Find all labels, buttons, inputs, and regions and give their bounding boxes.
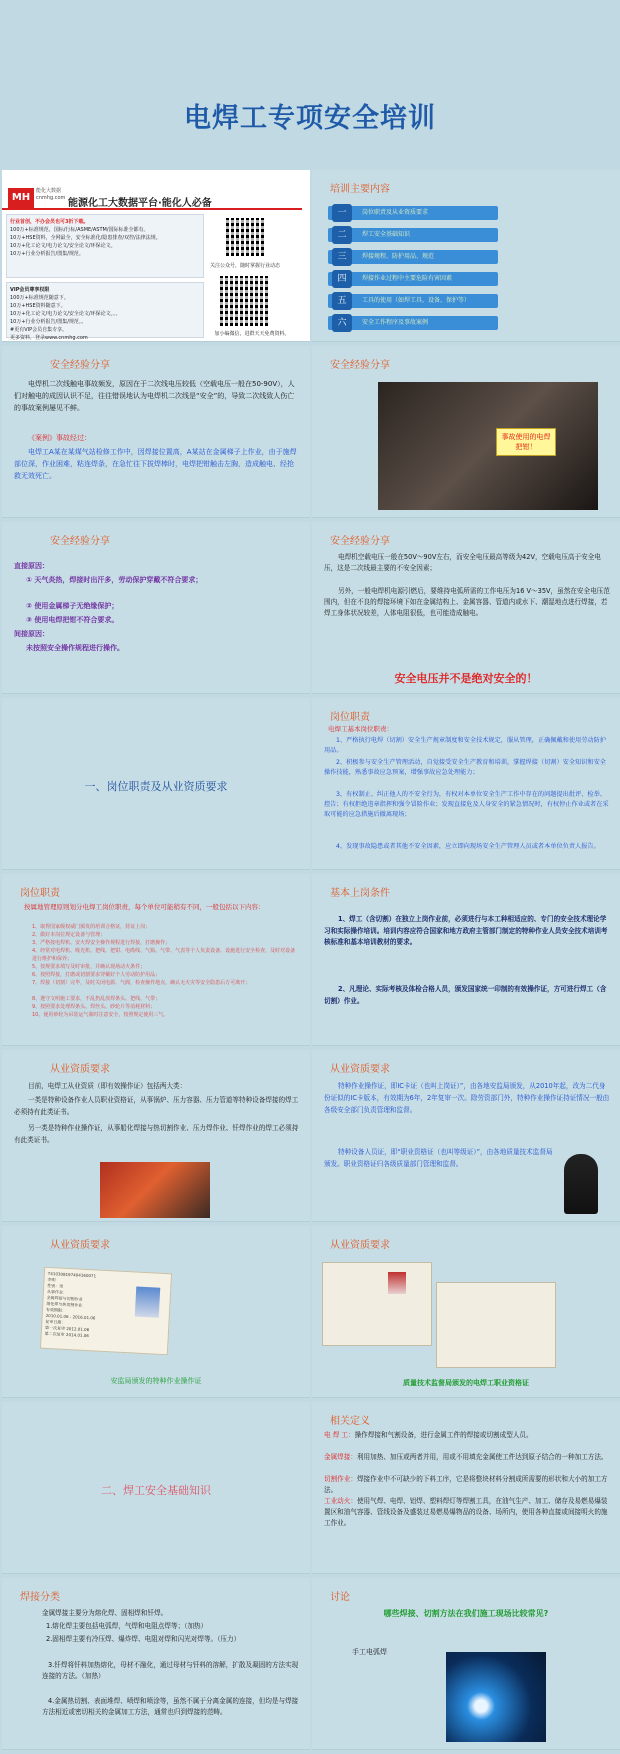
certificate-caption: 质量技术监督局颁发的电焊工职业资格证 xyxy=(403,1379,529,1387)
slide-text: 2.固相焊主要有冷压焊、爆炸焊、电阻对焊和闪光对焊等。（压力） xyxy=(46,1635,241,1643)
definition-item: 工业动火：使用气焊、电焊、铝焊、塑料焊灯等焊割工具，在油气生产、加工、储存及易燃易爆装置区和油气容器、管线设备及盛装过易燃易爆物品的设备、场所内，使用各种直接或间接明火的施工作业。 xyxy=(324,1497,608,1527)
slide-heading: 焊接分类 xyxy=(20,1592,60,1603)
ad-line: 10万+行业分析报告/图集/规范。 xyxy=(10,251,84,257)
slide-section-2 xyxy=(2,1402,310,1574)
ad-box-free xyxy=(6,214,204,278)
toc-item[interactable]: 二 焊工安全基础知识 xyxy=(328,228,498,242)
cause-item: ③ 使用电焊把钳不符合要求。 xyxy=(26,616,119,624)
ad-line: 行业首创，不办会员也可3折下载。 xyxy=(10,219,89,225)
duty-item: 2、做好本岗位规定设备与管理； xyxy=(32,932,106,938)
slide-heading: 从业资质要求 xyxy=(50,1240,110,1251)
slide-heading: 岗位职责 xyxy=(330,712,370,723)
duty-item: 5、按规要求填写及时审批，并确认现场动火条件； xyxy=(32,964,146,970)
card-field: 复审日期： xyxy=(45,1318,66,1325)
slide-duties xyxy=(312,698,620,870)
qualification-booklet xyxy=(436,1282,556,1368)
duty-item: 2、积极参与安全生产管理活动，自觉接受安全生产教育和培训，掌握焊接（切割）安全知识和安全操作技能，熟悉事故应急预案，增强事故应急处理能力； xyxy=(324,759,606,776)
slide-text: 另外，一般电焊机电源引燃后，要维持电弧所需的工作电压为16 V～35V，虽然在安全电压范围内，但在不良的焊接环境下如在金属结构上、金属容器、管道内或水下、潮湿地点进行焊接，若焊工身体状况较差，人体电阻很低，也可能造成触电。 xyxy=(324,587,610,617)
card-field: 有效期限： xyxy=(45,1306,67,1313)
slide-welding-types xyxy=(2,1578,310,1750)
definition-item: 电 焊 工：操作焊接和气割设备，进行金属工件的焊接或切割成型人员。 xyxy=(324,1431,533,1439)
ad-line: 100万+标准规范随意下。 xyxy=(10,295,69,301)
id-photo xyxy=(388,1272,406,1294)
cause-item: ② 使用金属梯子无绝缘保护； xyxy=(26,602,119,610)
slide-text: 目前，电焊工从业资质（即有效操作证）包括两大类： xyxy=(28,1082,187,1090)
card-field: 2010.01.06 - 2016.01.06 xyxy=(45,1312,96,1321)
card-field: 第一次复审 xyxy=(44,1324,66,1331)
slide-heading: 相关定义 xyxy=(330,1416,370,1427)
slide-text: 1.熔化焊主要包括电弧焊，气焊和电阻点焊等；（加热） xyxy=(46,1622,208,1630)
slide-requirements xyxy=(312,874,620,1046)
cause-item: ① 天气炎热，焊接时出汗多，劳动保护穿戴不符合要求； xyxy=(26,576,203,584)
card-field: 金属焊接与切割作业 xyxy=(46,1294,83,1302)
card-field: 从事作业： xyxy=(46,1288,68,1295)
brand-name: 能化大数据 xyxy=(36,188,62,194)
photo-callout: 事故使用的电焊把钳！ xyxy=(496,428,556,456)
requirement-text: 1、焊工（含切割）在独立上岗作业前，必须进行与本工种相适应的、专门的安全技术理论学习和实际操作培训。培训内容应符合国家和地方政府主管部门制定的特种作业人员安全技术培训考核标准和基本培训教材的要求。 xyxy=(324,915,608,946)
toc-item[interactable]: 三 焊接规程、防护用品、规范 xyxy=(328,250,498,264)
slide-heading: 从业资质要求 xyxy=(330,1240,390,1251)
ad-slide xyxy=(2,170,310,342)
toc-item[interactable]: 四 焊接作业过程中主要危险有害因素 xyxy=(328,272,498,286)
ad-line: 100万+标准规范、国标/行标/ASME/ASTM/国际标准全都有。 xyxy=(10,227,149,233)
slide-text: 特种设备人员证，即“职业资格证（也叫等级证）”，由各地质量技术监督局颁发。职业资格证归各级质量部门管理和监督。 xyxy=(324,1148,553,1168)
section-title: 二、焊工安全基础知识 xyxy=(101,1484,211,1497)
ad-line: 10万+HSE资料随意下。 xyxy=(10,303,66,309)
definition-item: 切割作业：焊接作业中不可缺少的下料工序，它是将整块材料分割成所需要的形状和大小的加工方法。 xyxy=(324,1475,608,1494)
method-label: 手工电弧焊 xyxy=(352,1648,387,1656)
card-field: 李明 xyxy=(47,1276,56,1283)
slide-heading: 安全经验分享 xyxy=(330,536,390,547)
voltage-warning: 安全电压并不是绝对安全的！ xyxy=(394,672,538,685)
slide-safety-causes xyxy=(2,522,310,694)
slide-toc xyxy=(312,170,620,342)
case-text: 电焊工A某在某煤气站检修工作中，因焊接位置高，A某站在金属梯子上作业，由于施焊部位深，作业困难，粘连焊条，在急忙往下拔焊棒时，电焊把钳触击左胸，造成触电、经抢救无效死亡。 xyxy=(14,448,297,480)
brand-logo: MH xyxy=(8,188,34,208)
duty-item: 6、按照焊接，打磨或切割要求穿戴好个人劳动防护用品； xyxy=(32,972,161,978)
slide-qualification-1 xyxy=(2,1050,310,1222)
card-field: 性别：男 xyxy=(47,1282,64,1289)
toc-item[interactable]: 五 工具的使用（如焊工具、设备、保护等） xyxy=(328,294,498,308)
slide-safety-photo xyxy=(312,346,620,518)
card-field: 2012.01.06 xyxy=(66,1325,90,1333)
duty-item: 1、严格执行电焊（切割）安全生产规章制度和安全技术规定，服从管理，正确佩戴和使用劳动防护用品。 xyxy=(324,737,606,754)
slide-text: 一类是特种设备作业人员职业资格证，从事锅炉、压力容器、压力管道等特种设备焊接的焊工必须持有此类证书。 xyxy=(14,1096,299,1116)
duty-item: 10、使用砂轮为吊装运气瓶时注意安全，按照规定使用三气。 xyxy=(32,1012,169,1018)
slide-qualification-2 xyxy=(312,1050,620,1222)
duty-item: 4、发现事故隐患或者其他不安全因素，应立即向现场安全生产管理人员或者本单位负责人报告。 xyxy=(336,843,600,850)
slide-heading: 从业资质要求 xyxy=(50,1064,110,1075)
slide-duties-2 xyxy=(2,874,310,1046)
certificate-caption: 安监局颁发的特种作业操作证 xyxy=(110,1377,202,1385)
ad-link[interactable]: 更多资料，登录www.cnmhg.com xyxy=(10,335,88,341)
card-field: 2014.01.06 xyxy=(65,1331,90,1339)
ad-headline: 能源化工大数据平台·能化人必备 xyxy=(68,198,212,209)
welder-icon xyxy=(446,1652,546,1742)
slide-qualification-4 xyxy=(312,1226,620,1398)
slide-section-1 xyxy=(2,698,310,870)
definition-item: 金属焊接：利用加热、加压或两者并用，用或不用填充金属使工件达到原子结合的一种加工方法。 xyxy=(324,1453,608,1461)
ad-box-vip xyxy=(6,282,204,341)
qr-caption: 加小编微信，进群天天免费资料。 xyxy=(214,331,290,337)
card-field: 熔化焊与热切割作业 xyxy=(46,1300,83,1308)
duty-item: 4、经常对电焊机、吸光机、把线、把钳、电缆线、气瓶、气带、气表等个人负责设备、设施进行安全检查，及时对设备进行维护和保养； xyxy=(32,948,296,962)
ad-line: 10万+化工论文/电力论文/安全论文/环保论文。 xyxy=(10,243,116,249)
card-field: T410308197404160071 xyxy=(47,1270,97,1279)
qualification-booklet xyxy=(322,1262,432,1346)
toc-item[interactable]: 一 岗位职责及从业资质要求 xyxy=(328,206,498,220)
qr-caption: 关注公众号，随时掌握行业动态 xyxy=(209,263,280,269)
ad-header xyxy=(2,180,302,210)
slide-text: 电焊机二次线触电事故频发，原因在于二次线电压较低（空载电压一般在50-90V），人们对触电的成因认识不足，往往错误地认为电焊机二次线是“安全”的，导致二次线致人伤亡的事故案例屡见不鲜。 xyxy=(14,380,295,412)
slide-heading: 从业资质要求 xyxy=(330,1064,390,1075)
slide-heading: 讨论 xyxy=(330,1592,350,1603)
duty-item: 1、取得国家级权威门颁发的培训合格证，持证上岗； xyxy=(32,924,151,930)
ad-line: VIP会员尊享权限 xyxy=(10,287,50,293)
welding-clamp-photo xyxy=(378,382,598,510)
id-photo xyxy=(135,1287,161,1318)
cause-item: 未按照安全操作规程进行操作。 xyxy=(26,644,124,652)
slide-heading: 基本上岗条件 xyxy=(330,888,390,899)
operation-certificate xyxy=(40,1267,172,1356)
slide-heading: 安全经验分享 xyxy=(50,536,110,547)
duty-item: 3、有权制止、纠正他人的不安全行为，有权对本单位安全生产工作中存在的问题提出批评、检举、控告；有权拒绝违章指挥和强令冒险作业；发现直接危及人身安全的紧急情况时，有权停止作业或者在采取可能的应急措施后撤离现场； xyxy=(324,791,609,818)
slide-safety-1 xyxy=(2,346,310,518)
slide-discussion xyxy=(312,1578,620,1750)
slide-heading: 岗位职责 xyxy=(20,888,60,899)
slide-text: 4.金属热切割、表面堆焊、喷焊和喷涂等，虽然不属于分离金属的连接，但均是与焊接方法相近或密切相关的金属加工方法，通常也归到焊接的范畴。 xyxy=(42,1697,299,1716)
ad-line: #更有VIP会员自集专享。 xyxy=(10,327,68,333)
slide-definitions xyxy=(312,1402,620,1574)
discussion-question: 哪些焊接、切割方法在我们施工现场比较常见? xyxy=(383,1609,549,1618)
cause-heading: 间接原因： xyxy=(14,630,49,638)
slide-heading: 培训主要内容 xyxy=(330,184,390,195)
slide-text: 3.钎焊将钎料加热熔化，母材不融化，通过母材与钎料的溶解，扩散及凝固的方法实现连接的方法。（加热） xyxy=(42,1661,299,1680)
slide-text: 特种作业操作证，即IC卡证（也叫上岗证）”，由各地安监局颁发，从2010年起，改为二代身份证似的IC卡版本，有效期为6年，2年复审一次。除劳资部门外，特种作业操作证持证情况一般由各级安全部门负责管理和监督。 xyxy=(324,1082,610,1114)
duty-item: 9、按照要求处理焊条头、焊丝头、砂轮片等消耗材料； xyxy=(32,1004,156,1010)
toc-item[interactable]: 六 安全工作程序及事故案例 xyxy=(328,316,498,330)
teacher-icon xyxy=(564,1154,598,1214)
slide-heading: 安全经验分享 xyxy=(50,360,110,371)
duty-item: 7、焊接（切割）完毕，及时关闭电源、气阀，检查操作地点，确认无火灾等安全隐患后方可离开； xyxy=(32,980,251,986)
duty-item: 8、遵守文明施工要求，不乱扔乱放焊条头、把线、气带； xyxy=(32,996,161,1002)
ad-line: 10万+化工论文/电力论文/安全论文/环保论文。。。 xyxy=(10,311,121,317)
ad-line: 10万+行业分析报告/图集/规范。。 xyxy=(10,319,87,325)
case-label: 《案例》事故经过： xyxy=(28,434,91,442)
slide-text: 金属焊接主要分为熔化焊、固相焊和钎焊。 xyxy=(42,1609,168,1617)
requirement-text: 2、凡理论、实际考核及体检合格人员，颁发国家统一印制的有效操作证，方可进行焊工（含切割）作业。 xyxy=(324,985,607,1005)
qr-code-icon xyxy=(226,218,264,256)
slide-text: 另一类是特种作业操作证，从事船化焊接与热切割作业、压力焊作业、钎焊作业的焊工必须持有此类证书。 xyxy=(14,1124,299,1144)
duty-item: 3、严格按电焊机、安火焊安全操作规程进行焊接，打磨操作； xyxy=(32,940,171,946)
slide-text: 电焊机空载电压一般在50V～90V左右，而安全电压最高等级为42V，空载电压高于安全电压，这是二次线最主要的不安全因素； xyxy=(324,553,601,572)
brand-site: cnmhg.com xyxy=(36,195,66,201)
page-title: 电焊工专项安全培训 xyxy=(184,103,436,134)
slide-heading: 安全经验分享 xyxy=(330,360,390,371)
duty-sub: 电焊工基本岗位职责： xyxy=(328,725,393,733)
slide-qualification-3 xyxy=(2,1226,310,1398)
qr-code-icon xyxy=(220,276,270,326)
ad-line: 10万+HSE资料，全网最全，安全标准化/隐患排查/双控/法律法规。 xyxy=(10,235,161,241)
cause-heading: 直接原因： xyxy=(14,562,49,570)
duty-intro: 按属地管理原则划分电焊工岗位职责，每个单位可能稍有不同，一般包括以下内容： xyxy=(24,903,265,911)
section-title: 一、岗位职责及从业资质要求 xyxy=(84,780,228,793)
slide-safety-voltage xyxy=(312,522,620,694)
card-field: 第二次复审 xyxy=(44,1330,65,1337)
welder-photo xyxy=(100,1162,210,1218)
